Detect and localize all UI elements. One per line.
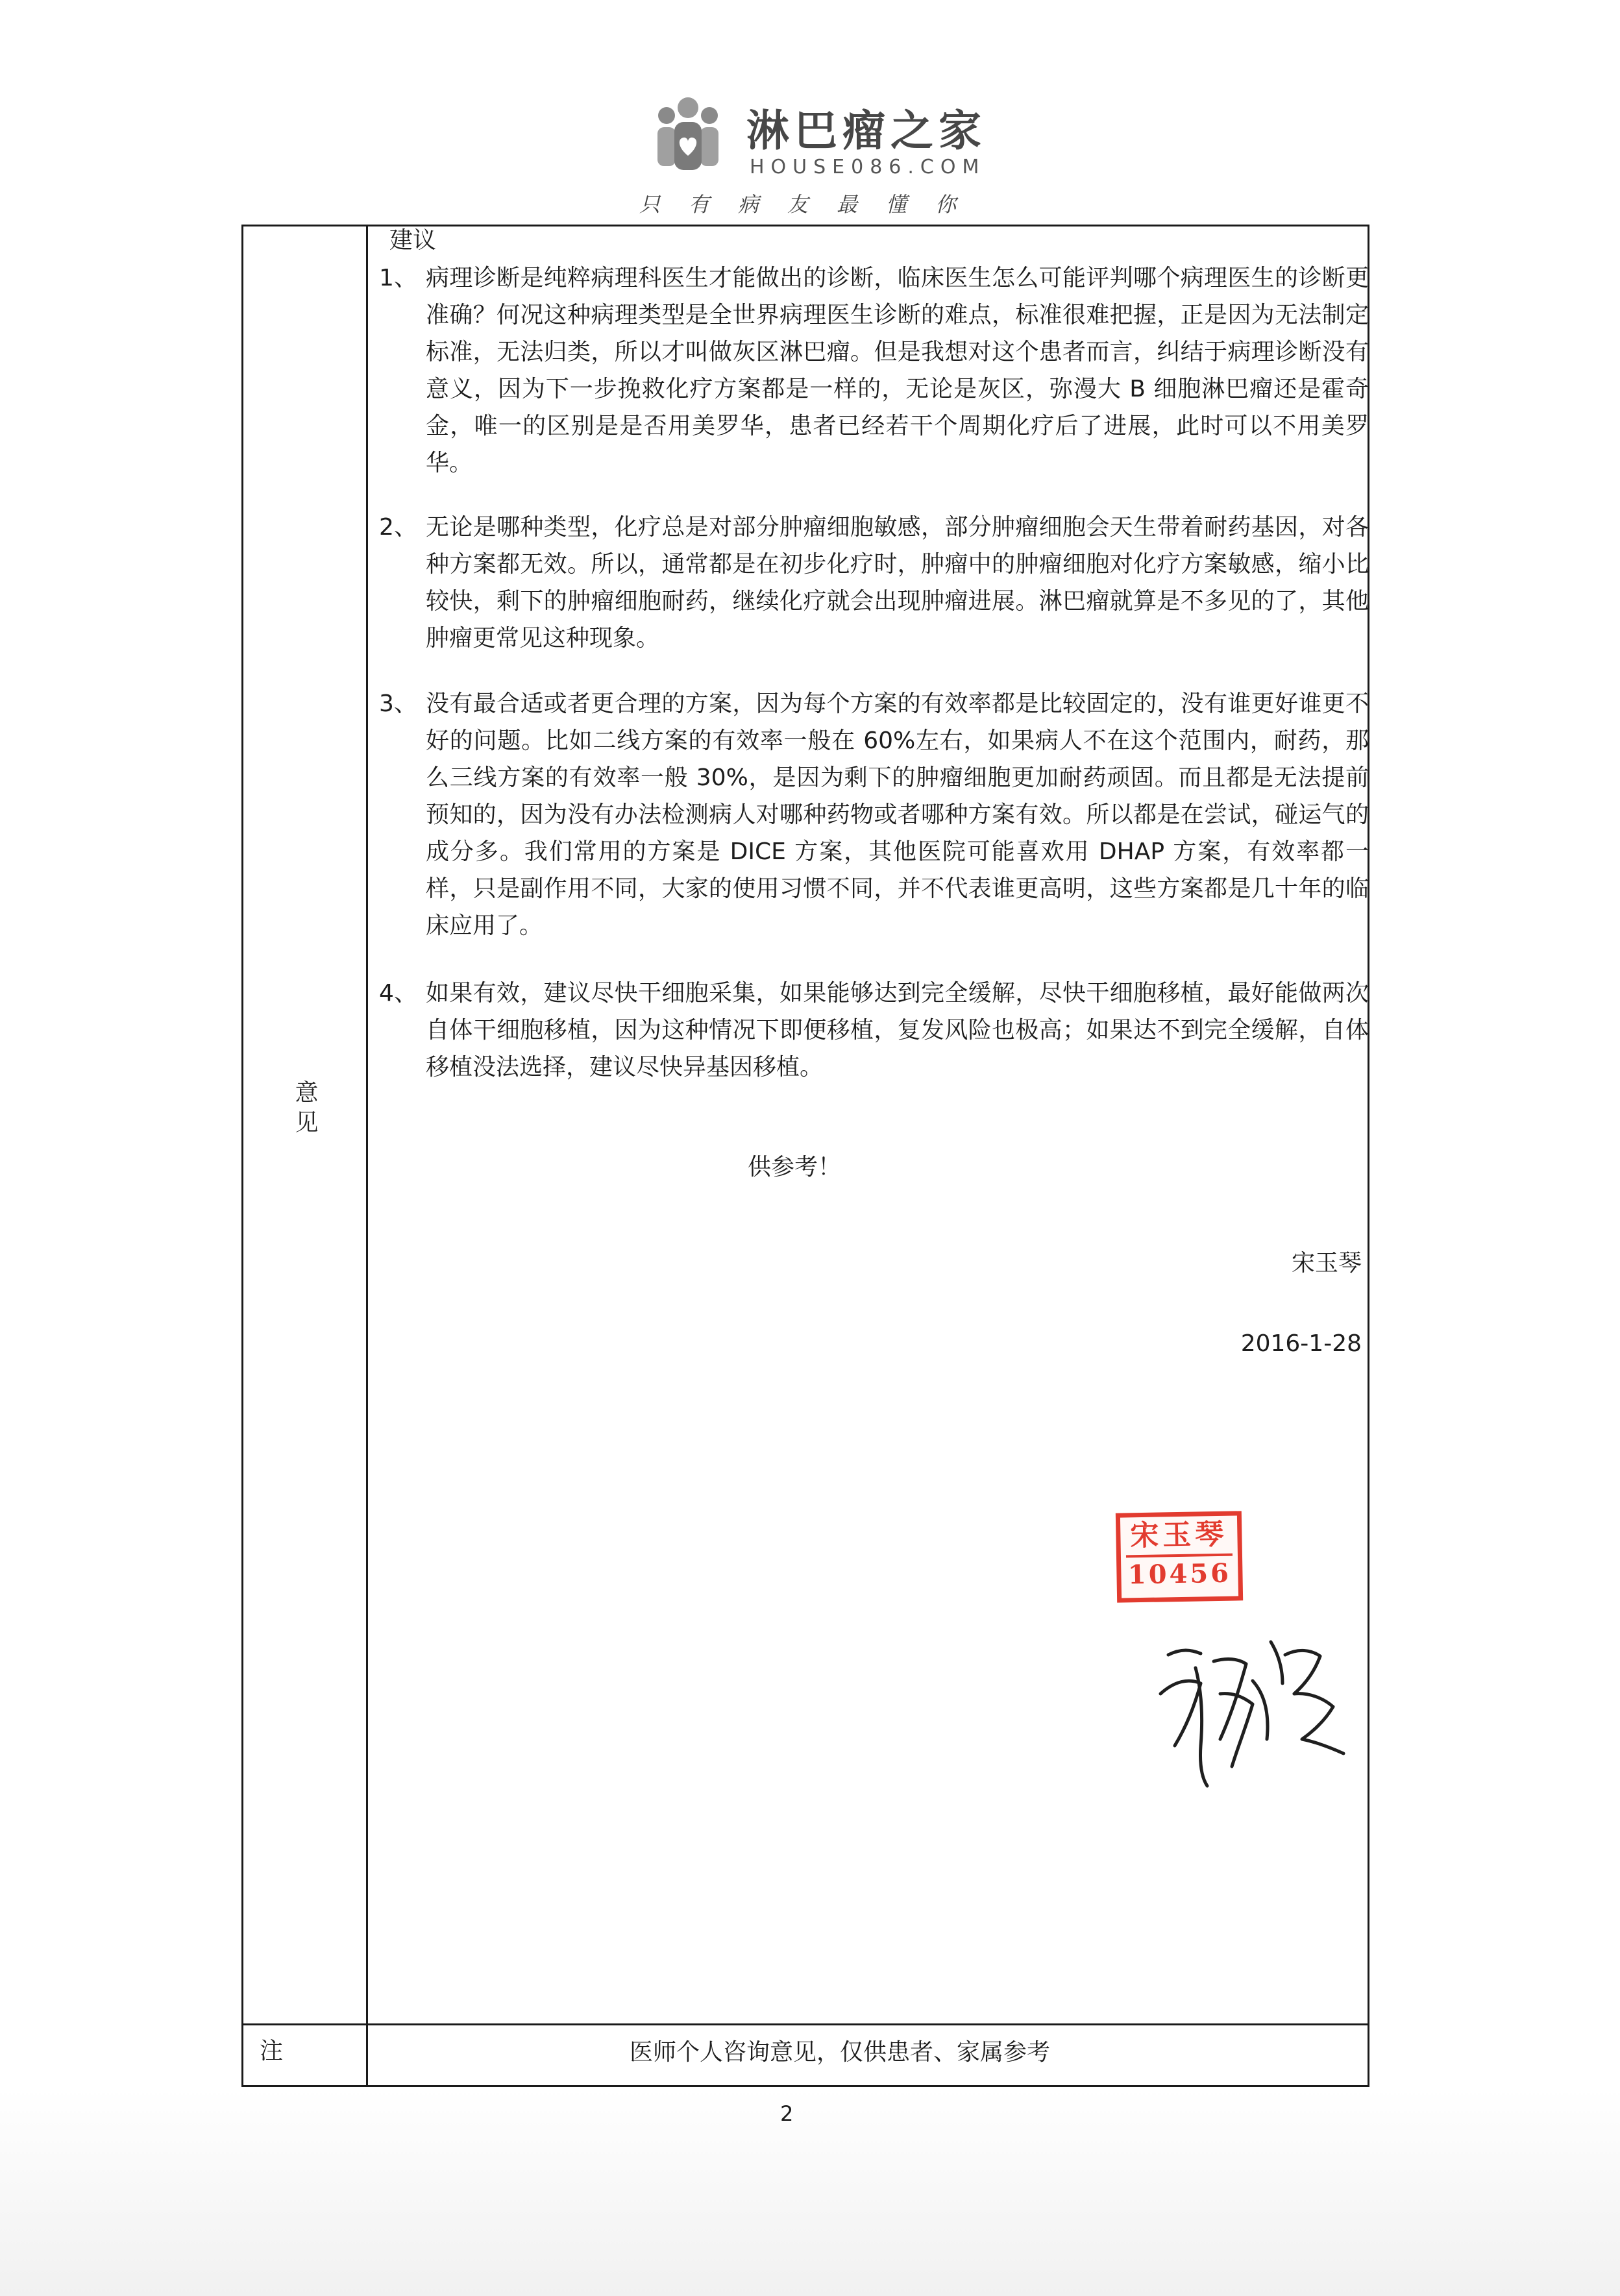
table-bottom-border — [241, 2085, 1369, 2087]
note-text: 医师个人咨询意见，仅供患者、家属参考 — [630, 2039, 1051, 2066]
closing-remark: 供参考！ — [748, 1154, 842, 1180]
item-text: 病理诊断是纯粹病理科医生才能做出的诊断，临床医生怎么可能评判哪个病理医生的诊断更准确？何况这种病理类型是全世界病理医生诊断的难点，标准很难把握，正是因为无法制定标准，无法归类，所以才叫做灰区淋巴瘤。但是我想对这个患者而言，纠结于病理诊断没有意义，因为下一步挽救化疗方案都是一样的，无论是灰区，弥漫大 B 细胞淋巴瘤还是霍奇金，唯一的区别是是否用美罗华，患者已经若干个周期化疗后了进展，此时可以不用美罗华。 — [426, 265, 1369, 476]
stamp-code: 10456 — [1126, 1554, 1233, 1593]
logo-url: HOUSE086.COM — [750, 156, 986, 178]
item-number: 4、 — [379, 980, 417, 1007]
stamp-name: 宋玉琴 — [1129, 1517, 1228, 1553]
people-heart-icon — [652, 96, 724, 174]
signature-date: 2016-1-28 — [1240, 1330, 1362, 1357]
item-number: 1、 — [379, 265, 417, 291]
advice-heading: 建议 — [389, 227, 437, 254]
item-text: 如果有效，建议尽快干细胞采集，如果能够达到完全缓解，尽快干细胞移植，最好能做两次自体干细胞移植，因为这种情况下即便移植，复发风险也极高；如果达不到完全缓解，自体移植没法选择，建议尽快异基因移植。 — [426, 980, 1369, 1081]
item-text: 没有最合适或者更合理的方案，因为每个方案的有效率都是比较固定的，没有谁更好谁更不好的问题。比如二线方案的有效率一般在 60%左右，如果病人不在这个范围内，耐药，那么三线方案的有效率一般 30%，是因为剩下的肿瘤细胞更加耐药顽固。而且都是无法提前预知的，因为没有办法检测病人对哪种药物或者哪种方案有效。所以都是在尝试，碰运气的成分多。我们常用的方案是 DICE 方案，其他医院可能喜欢用 DHAP 方案，有效率都一样，只是副作用不同，大家的使用习惯不同，并不代表谁更高明，这些方案都是几十年的临床应用了。 — [426, 690, 1369, 939]
logo-name: 淋巴瘤之家 — [746, 106, 987, 156]
item-text: 无论是哪种类型，化疗总是对部分肿瘤细胞敏感，部分肿瘤细胞会天生带着耐药基因，对各种方案都无效。所以，通常都是在初步化疗时，肿瘤中的肿瘤细胞对化疗方案敏感，缩小比较快，剩下的肿瘤细胞耐药，继续化疗就会出现肿瘤进展。淋巴瘤就算是不多见的了，其他肿瘤更常见这种现象。 — [426, 514, 1369, 652]
handwritten-signature — [1155, 1616, 1356, 1791]
table-right-border — [1368, 225, 1369, 2087]
scan-shadow — [0, 2088, 1620, 2296]
table-left-border — [241, 225, 243, 2087]
table-column-divider — [366, 225, 368, 2087]
site-logo — [639, 83, 990, 219]
note-label: 注 — [260, 2038, 284, 2064]
item-number: 3、 — [379, 690, 417, 717]
opinion-form — [241, 225, 1369, 2087]
seal-stamp — [1116, 1511, 1243, 1602]
table-row-divider — [241, 2023, 1369, 2025]
logo-slogan: 只有病友最懂你 — [639, 192, 985, 217]
item-number: 2、 — [379, 514, 417, 541]
opinion-label: 意见 — [291, 1080, 318, 1140]
signer-name: 宋玉琴 — [1291, 1250, 1362, 1276]
page-number: 2 — [780, 2101, 794, 2126]
